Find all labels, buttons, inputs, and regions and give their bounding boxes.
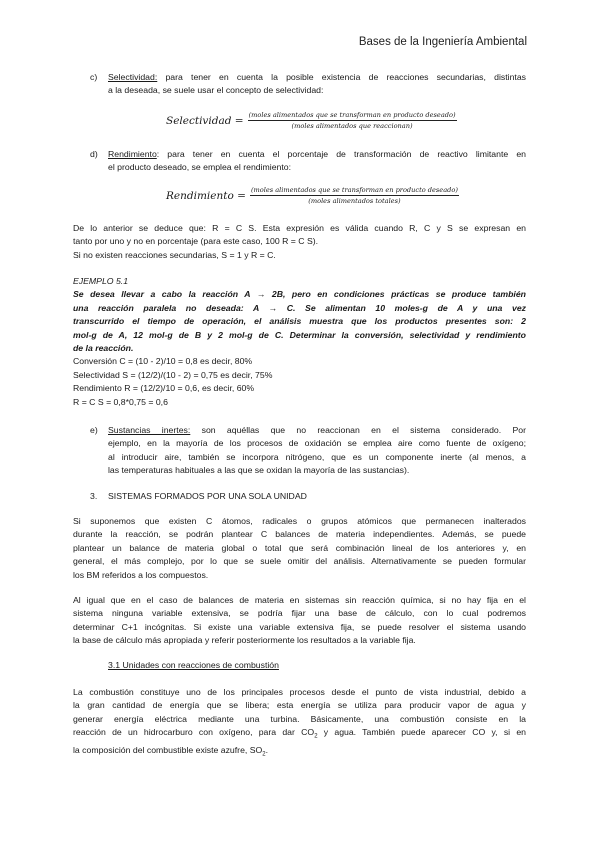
paragraph-3-line-3: generar energía eléctrica mediante una turbina. Básicamente, una combustión consiste en la [73,713,526,724]
example-block [73,275,526,409]
page-header-title: Bases de la Ingeniería Ambiental [358,36,527,48]
rendimiento-fraction [250,186,459,205]
item-e-text [108,424,526,478]
rendimiento-formula [166,186,459,205]
paragraph-1-line-2: durante la reacción, se podrán plantear C balances de materia independientes. Además, se puede [73,529,526,540]
selectividad-denominator: (moles alimentados que reaccionan) [291,122,413,130]
item-c-line-1: Selectividad: para tener en cuenta la posible existencia de reacciones secundarias, distintas [108,72,526,82]
selectividad-numerator: (moles alimentados que se transforman en producto deseado) [248,111,456,119]
example-statement-line-2: una reacción paralela no deseada: A → C. Se alimentan 10 moles-g de A y una vez [73,302,526,313]
paragraph-3-line-5: la composición del combustible existe azufre, $SO_2$. [73,745,269,759]
paragraph-2-line-4: la base de cálculo más apropiada y referir posteriormente los resultados a la variable fija. [73,635,416,646]
item-e-line-3: al introducir aire, también se incorpora nitrógeno, que es un componente inerte (al menos, a [108,451,526,462]
paragraph-1-line-1: Si suponemos que existen C átomos, radicales o grupos atómicos que permanecen inalterados [73,516,526,526]
item-c-marker: c) [90,72,98,82]
deduction-paragraph [73,222,526,262]
selectividad-formula [166,111,457,130]
item-d-line-2: el producto deseado, se emplea el rendimiento: [108,162,292,173]
paragraph-3-line-4: reacción de un hidrocarburo con oxígeno, para dar $CO_2$ y agua. También puede aparecer CO y, si en [73,727,526,740]
example-title: EJEMPLO 5.1 [73,276,129,286]
so2-subscript: 2 [262,752,266,759]
paragraph-1-line-4: general, el más complejo, por lo que se suele omitir del análisis. Alternativamente se pueden formular [73,556,526,567]
section-3-number: 3. [90,491,98,501]
paragraph-3 [73,686,526,763]
paragraph-1 [73,515,526,582]
item-e-line-2: ejemplo, en la mayoría de los procesos de oxidación se emplea aire como fuente de oxígeno; [108,438,526,449]
item-e-line-1: Sustancias inertes: son aquéllas que no reaccionan en el sistema considerado. Por [108,425,526,435]
example-result-rcs: R = C S = 0,8*0,75 = 0,6 [73,396,168,407]
item-d-line-1: Rendimiento: para tener en cuenta el porcentaje de transformación de reactivo limitante en [108,149,526,159]
selectividad-fraction [248,111,457,130]
item-e-term: Sustancias inertes: [108,425,191,435]
paragraph-2-line-3: determinar C+1 incógnitas. Si existe una variable extensiva fija, se puede resolver el sistema usando [73,621,526,632]
section-3-title: SISTEMAS FORMADOS POR UNA SOLA UNIDAD [108,491,307,501]
item-e-line-4: las temperaturas habituales a las que se oxidan la mayoría de las sustancias). [108,465,410,476]
paragraph-2 [73,594,526,648]
rendimiento-formula-label: Rendimiento = [166,189,246,202]
item-c-line-2: a la deseada, se suele usar el concepto de selectividad: [108,85,324,96]
paragraph-1-line-3: plantear un balance de materia global o total que será combinación lineal de los anteriores y, en [73,542,526,553]
example-result-rendimiento: Rendimiento R = (12/2)/10 = 0,6, es decir, 60% [73,383,255,394]
item-d-term: Rendimiento [108,149,157,159]
paragraph-2-line-1: Al igual que en el caso de balances de materia en sistemas sin reacción química, si no hay fija en el [73,595,526,605]
rendimiento-numerator: (moles alimentados que se transforman en producto deseado) [250,186,458,194]
paragraph-3-line-1: La combustión constituye uno de los principales procesos desde el punto de vista industrial, debido a [73,687,526,697]
example-result-selectividad: Selectividad S = (12/2)/(10 - 2) = 0,75 es decir, 75% [73,369,273,380]
paragraph-3-line-2: la gran cantidad de energía que se libera; esta energía se utiliza para producir vapor de agua y [73,700,526,711]
item-d-text [108,148,526,175]
item-c-term: Selectividad: [108,72,158,82]
item-c-text [108,71,526,98]
rendimiento-denominator: (moles alimentados totales) [308,197,401,205]
co2-subscript: 2 [314,733,318,740]
deduction-line-2: tanto por uno y no en porcentaje (para este caso, 100 R = C S). [73,236,319,247]
paragraph-2-line-2: sistema ninguna variable extensiva, se podría fijar una base de cálculo, con lo cual podremos [73,608,526,619]
example-statement-line-3: transcurrido el tiempo de operación, el análisis muestra que los productos presentes son: 2 [73,316,526,327]
deduction-line-3: Si no existen reacciones secundarias, S = 1 y R = C. [73,249,276,260]
selectividad-formula-label: Selectividad = [166,114,244,127]
example-statement-line-5: de la reacción. [73,343,134,354]
example-statement-line-1: Se desea llevar a cabo la reacción A → 2B, pero en condiciones prácticas se produce también [73,289,526,300]
example-statement-line-4: mol-g de A, 12 mol-g de B y 2 mol-g de C. Determinar la conversión, selectividad y rendimiento [73,329,526,340]
item-d-marker: d) [90,149,98,159]
example-result-conversion: Conversión C = (10 - 2)/10 = 0,8 es decir, 80% [73,356,253,367]
subsection-3-1-title: 3.1 Unidades con reacciones de combustión [108,660,279,670]
deduction-line-1: De lo anterior se deduce que: R = C S. Esta expresión es válida cuando R, C y S se expresan en [73,223,526,233]
item-e-marker: e) [90,425,98,435]
paragraph-1-line-5: los BM referidos a los compuestos. [73,569,209,580]
